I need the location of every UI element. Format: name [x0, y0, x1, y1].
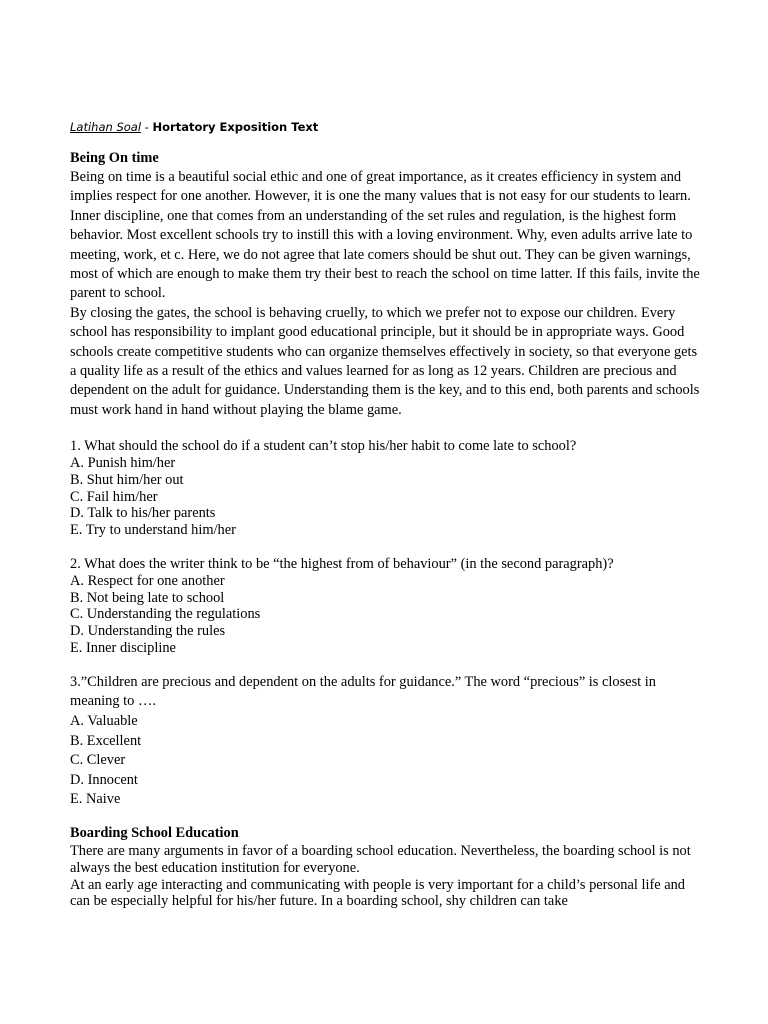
answer-option: B. Excellent: [70, 732, 142, 749]
answer-option: A. Punish him/her: [70, 455, 176, 472]
question-1: [70, 438, 706, 539]
answer-option: D. Understanding the rules: [70, 623, 226, 640]
question-3: [70, 673, 706, 810]
header-separator: -: [141, 120, 153, 134]
answer-option: E. Inner discipline: [70, 640, 176, 657]
question-2: [70, 556, 706, 657]
answer-option: C. Fail him/her: [70, 488, 158, 505]
answer-option: B. Not being late to school: [70, 589, 225, 606]
answer-option: C. Understanding the regulations: [70, 606, 261, 623]
paragraph: Being on time is a beautiful social ethic and one of great importance, as it creates efficiency in system and implies respect for one another. However, it is one the many values that is not easy for our students to learn.: [70, 169, 691, 205]
answer-option: C. Clever: [70, 752, 126, 769]
section-boarding-school: [70, 824, 706, 910]
section-being-on-time: [70, 149, 706, 420]
paragraph: There are many arguments in favor of a boarding school education. Nevertheless, the boarding school is not always the best education institution for everyone.: [70, 843, 691, 876]
question-text: 3.”Children are precious and dependent on the adults for guidance.” The word “precious” is closest in meaning to ….: [70, 673, 656, 710]
answer-option: D. Innocent: [70, 771, 138, 788]
section-title: Boarding School Education: [70, 825, 239, 841]
question-text: 1. What should the school do if a student can’t stop his/her habit to come late to school?: [70, 438, 577, 455]
header-prefix: Latihan Soal: [70, 120, 142, 134]
answer-option: E. Try to understand him/her: [70, 522, 236, 539]
answer-option: A. Valuable: [70, 713, 138, 730]
section-title: Being On time: [70, 150, 159, 166]
header-title: Hortatory Exposition Text: [152, 120, 319, 134]
paragraph: Inner discipline, one that comes from an understanding of the set rules and regulation, is the highest form behavior. Most excellent schools try to instill this with a loving environment. Why, even adults arrive late to meeting, work, et c. Here, we do not agree that late comers should be shut out. They can be given warnings, most of which are enough to make them try their best to reach the school on time latter. If this fails, invite the parent to school.: [70, 207, 700, 302]
answer-option: B. Shut him/her out: [70, 471, 184, 488]
question-text: 2. What does the writer think to be “the highest from of behaviour” (in the second paragraph)?: [70, 556, 614, 573]
paragraph: By closing the gates, the school is behaving cruelly, to which we prefer not to expose our children. Every school has responsibility to implant good educational principle, but it should be in appropriate ways. Good schools create competitive students who can organize themselves effectively in society, so that everyone gets a quality life as a result of the ethics and values learned for as long as 12 years. Children are precious and dependent on the adult for guidance. Understanding them is the key, and to this end, both parents and schools must work hand in hand without playing the blame game.: [70, 304, 700, 418]
answer-option: A. Respect for one another: [70, 572, 225, 589]
answer-option: D. Talk to his/her parents: [70, 505, 216, 522]
worksheet-header: [70, 119, 706, 135]
document-page: [70, 119, 706, 910]
paragraph: At an early age interacting and communicating with people is very important for a child’s personal life and can be especially helpful for his/her future. In a boarding school, shy children can take: [70, 876, 686, 910]
answer-option: E. Naive: [70, 791, 121, 808]
